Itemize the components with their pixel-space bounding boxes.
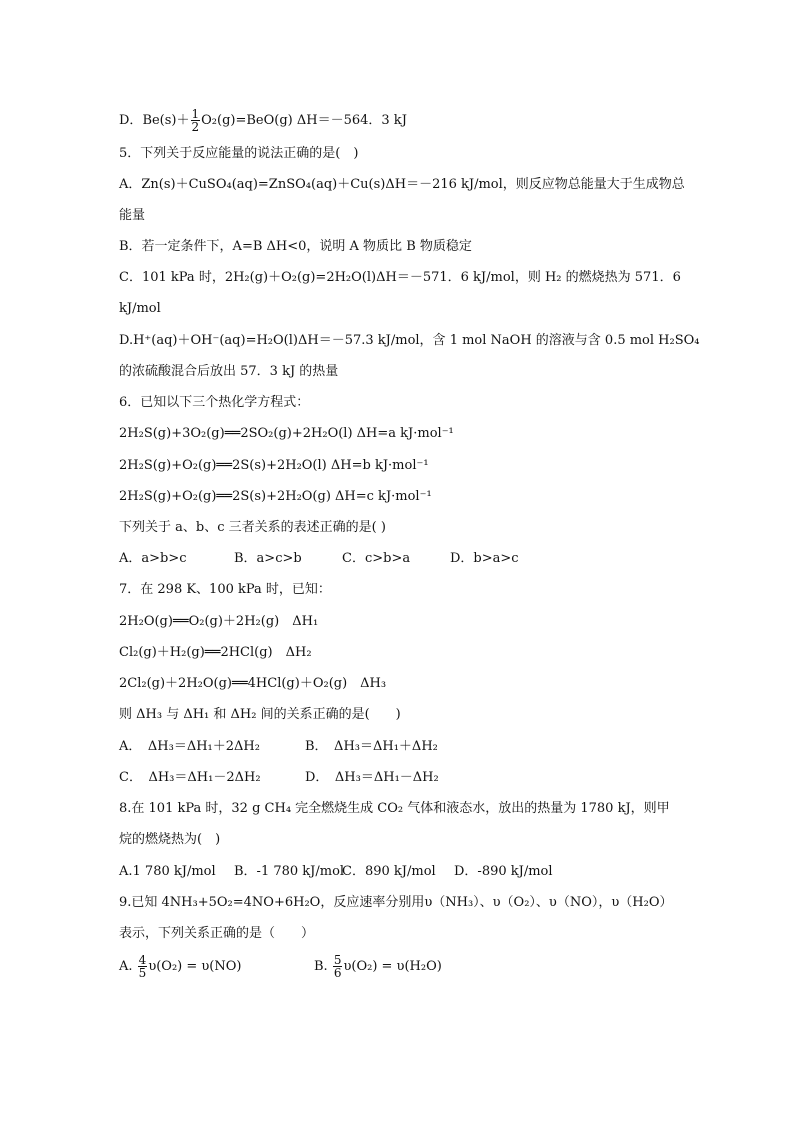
fraction-numerator: 4 <box>138 953 147 967</box>
q5-option-b: B．若一定条件下，A=B ΔH<0，说明 A 物质比 B 物质稳定 <box>119 239 472 254</box>
fraction <box>138 954 148 979</box>
fraction-denominator: 2 <box>191 120 200 134</box>
q9-stem-line2: 表示，下列关系正确的是（ ） <box>119 926 315 941</box>
option-expression: υ(O₂) = υ(H₂O) <box>343 959 442 974</box>
option-text: O₂(g)=BeO(g) ΔH＝－564．3 kJ <box>201 113 407 128</box>
q9-stem-line1: 9.已知 4NH₃+5O₂=4NO+6H₂O，反应速率分别用υ（NH₃）、υ（O₂）、υ（NO），υ（H₂O） <box>119 895 673 910</box>
q5-option-a-line1: A．Zn(s)＋CuSO₄(aq)=ZnSO₄(aq)＋Cu(s)ΔH＝－216 kJ/mol，则反应物总能量大于生成物总 <box>119 177 685 192</box>
option-label: B. <box>314 959 328 974</box>
q7-options-row2 <box>119 770 439 786</box>
q8-option-b: B．-1 780 kJ/mol <box>234 864 345 879</box>
fraction <box>191 108 201 133</box>
fraction-numerator: 1 <box>191 107 200 121</box>
fraction-numerator: 5 <box>333 953 342 967</box>
q8-option-a: A.1 780 kJ/mol <box>119 864 216 879</box>
q6-equation-1: 2H₂S(g)+3O₂(g)══2SO₂(g)+2H₂O(l) ΔH=a kJ·mol⁻¹ <box>119 426 454 441</box>
q7-option-b: B． ΔH₃＝ΔH₁＋ΔH₂ <box>305 739 438 754</box>
q5-option-a-line2: 能量 <box>119 208 146 223</box>
q6-option-a: A．a>b>c <box>119 551 187 566</box>
fraction-denominator: 5 <box>138 966 147 980</box>
q9-option-b <box>314 954 442 979</box>
option-label: D． <box>119 113 143 128</box>
q6-equation-3: 2H₂S(g)+O₂(g)══2S(s)+2H₂O(g) ΔH=c kJ·mol⁻¹ <box>119 489 432 504</box>
q7-option-d: D． ΔH₃＝ΔH₁－ΔH₂ <box>305 770 439 785</box>
q5-option-d-line1: D.H⁺(aq)＋OH⁻(aq)=H₂O(l)ΔH＝－57.3 kJ/mol，含 1 mol NaOH 的溶液与含 0.5 mol H₂SO₄ <box>119 333 700 348</box>
q7-equation-3: 2Cl₂(g)＋2H₂O(g)══4HCl(g)＋O₂(g) ΔH₃ <box>119 676 387 691</box>
fraction-denominator: 6 <box>333 966 342 980</box>
q5-stem: 5．下列关于反应能量的说法正确的是( ) <box>119 146 359 161</box>
q7-options-row1 <box>119 739 438 755</box>
q5-option-c-line2: kJ/mol <box>119 301 161 316</box>
q8-stem-line2: 烷的燃烧热为( ) <box>119 832 221 847</box>
q8-option-c: C．890 kJ/mol <box>342 864 436 879</box>
option-expression: υ(O₂) = υ(NO) <box>148 959 242 974</box>
q8-options <box>119 864 553 880</box>
q6-option-b: B．a>c>b <box>234 551 302 566</box>
q6-option-c: C．c>b>a <box>342 551 411 566</box>
q7-equation-2: Cl₂(g)＋H₂(g)══2HCl(g) ΔH₂ <box>119 645 312 660</box>
q6-equation-2: 2H₂S(g)+O₂(g)══2S(s)+2H₂O(l) ΔH=b kJ·mol⁻¹ <box>119 458 429 473</box>
q5-option-d-line2: 的浓硫酸混合后放出 57．3 kJ 的热量 <box>119 364 339 379</box>
option-label: A. <box>119 959 133 974</box>
q7-stem: 7．在 298 K、100 kPa 时，已知： <box>119 582 331 597</box>
q4-option-d <box>119 108 407 133</box>
q6-option-d: D．b>a>c <box>450 551 519 566</box>
option-text: Be(s)＋ <box>142 113 190 128</box>
q7-equation-1: 2H₂O(g)══O₂(g)＋2H₂(g) ΔH₁ <box>119 614 319 629</box>
q8-stem-line1: 8.在 101 kPa 时，32 g CH₄ 完全燃烧生成 CO₂ 气体和液态水，放出的热量为 1780 kJ，则甲 <box>119 801 670 816</box>
q6-stem: 6．已知以下三个热化学方程式： <box>119 395 310 410</box>
q7-question: 则 ΔH₃ 与 ΔH₁ 和 ΔH₂ 间的关系正确的是( ) <box>119 707 401 722</box>
q5-option-c-line1: C．101 kPa 时，2H₂(g)＋O₂(g)=2H₂O(l)ΔH＝－571．6 kJ/mol，则 H₂ 的燃烧热为 571．6 <box>119 270 681 285</box>
q7-option-a: A． ΔH₃＝ΔH₁＋2ΔH₂ <box>119 739 260 754</box>
q6-options <box>119 551 519 567</box>
q9-options <box>119 954 442 979</box>
q7-option-c: C． ΔH₃＝ΔH₁－2ΔH₂ <box>119 770 261 785</box>
fraction <box>333 954 343 979</box>
q8-option-d: D．-890 kJ/mol <box>454 864 553 879</box>
q9-option-a <box>119 954 314 979</box>
q6-question: 下列关于 a、b、c 三者关系的表述正确的是( ) <box>119 520 386 535</box>
